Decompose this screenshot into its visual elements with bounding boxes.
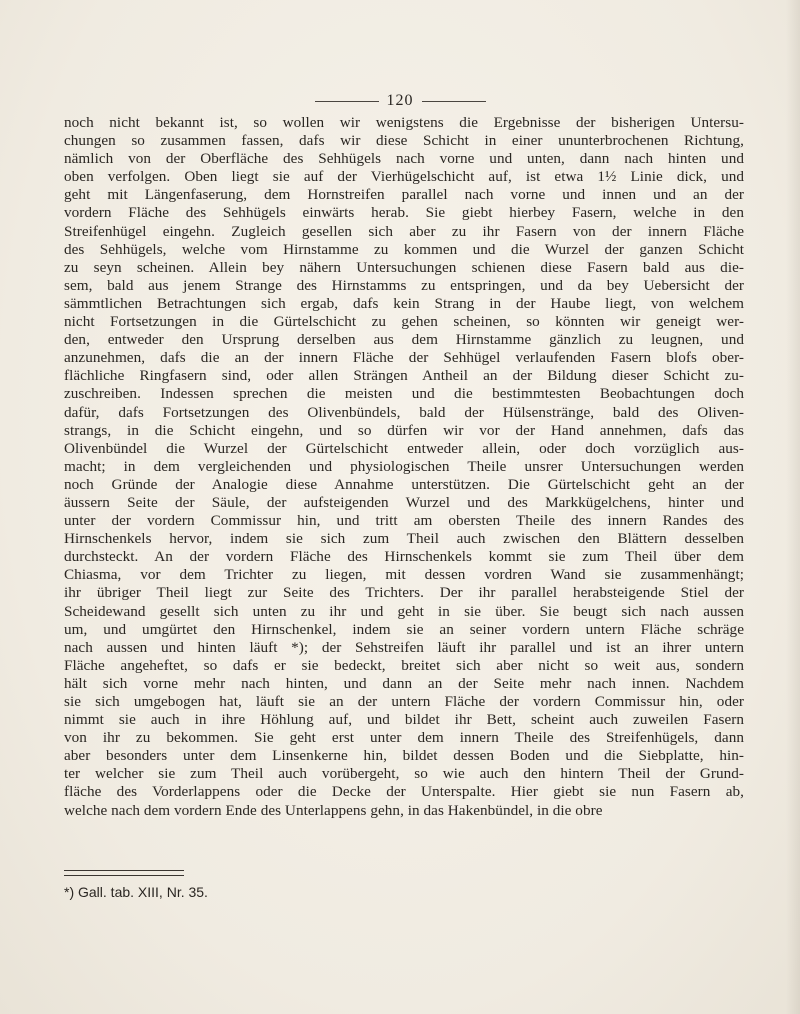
text-line: des Sehhügels, welche vom Hirnstamme zu kommen und die Wurzel der ganzen Schicht	[64, 240, 744, 258]
text-line: flächliche Ringfasern sind, oder allen Strängen Antheil an der Bildung dieser Schicht zu-	[64, 367, 744, 385]
text-line: nicht Fortsetzungen in die Gürtelschicht zu gehen scheinen, so könnten wir geneigt wer-	[64, 313, 744, 331]
page-header	[0, 92, 800, 110]
text-line: oben verfolgen. Oben liegt sie auf der Vierhügelschicht auf, ist etwa 1½ Linie dick, und	[64, 168, 744, 186]
text-line: nach aussen und hinten läuft *); der Sehstreifen läuft ihr parallel und ist an ihrer untern	[64, 638, 744, 656]
text-line: ihr übriger Theil liegt zur Seite des Trichters. Der ihr parallel herabsteigende Stiel der	[64, 584, 744, 602]
text-line: anzunehmen, dafs die an der innern Fläche der Sehhügel verlaufenden Fasern blofs ober-	[64, 349, 744, 367]
text-line: fläche des Vorderlappens oder die Decke der Unterspalte. Hier giebt sie nun Fasern ab,	[64, 783, 744, 801]
text-line: ter welcher sie zum Theil auch vorübergeht, so wie auch den hintern Theil der Grund-	[64, 765, 744, 783]
text-line: zu seyn scheinen. Allein bey nähern Untersuchungen schienen diese Fasern bald aus die-	[64, 258, 744, 276]
text-line: Scheidewand gesellt sich unten zu ihr und geht in sie über. Sie beugt sich nach aussen	[64, 602, 744, 620]
text-line: nämlich von der Oberfläche des Sehhügels nach vorne und unten, dann nach hinten und	[64, 150, 744, 168]
text-line: zuschreiben. Indessen sprechen die meisten und die bestimmtesten Beobachtungen doch	[64, 385, 744, 403]
text-line: durchsteckt. An der vordern Fläche des Hirnschenkels kommt sie zum Theil über dem	[64, 548, 744, 566]
header-rule-left	[315, 101, 379, 102]
text-line: Fläche angeheftet, so dafs er sie bedeckt, breitet sich aber nicht so weit aus, sondern	[64, 656, 744, 674]
text-line: Chiasma, vor dem Trichter zu liegen, mit dessen vordren Wand sie zusammenhängt;	[64, 566, 744, 584]
text-line: strangs, in die Schicht eingehn, und so dürfen wir vor der Hand annehmen, dafs das	[64, 421, 744, 439]
text-line: nimmt sie auch in ihre Höhlung auf, und bildet ihr Bett, scheint auch zuweilen Fasern	[64, 711, 744, 729]
text-line: von ihr zu bekommen. Sie geht erst unter dem innern Theile des Streifenhügels, dann	[64, 729, 744, 747]
text-line: noch Gründe der Analogie diese Annahme unterstützen. Die Gürtelschicht geht an der	[64, 475, 744, 493]
text-line: geht mit Längenfaserung, dem Hornstreifen parallel nach vorne und innen und an der	[64, 186, 744, 204]
text-line: um, und umgürtet den Hirnschenkel, indem sie an seiner vordern untern Fläche schräge	[64, 620, 744, 638]
text-line: hält sich vorne mehr nach hinten, und dann an der Seite mehr nach innen. Nachdem	[64, 674, 744, 692]
page-number: 120	[386, 92, 414, 109]
text-line: sem, bald aus jenem Strange des Hirnstamms zu entspringen, und da bey Uebersicht der	[64, 276, 744, 294]
text-line: Hirnschenkels hervor, indem sie sich zum Theil auch zwischen den Blättern desselben	[64, 530, 744, 548]
header-rule-right	[422, 101, 486, 102]
page-edge-shading	[786, 0, 800, 1014]
text-line: noch nicht bekannt ist, so wollen wir wenigstens die Ergebnisse der bisherigen Untersu-	[64, 114, 744, 131]
body-text	[64, 114, 744, 820]
text-line: macht; in dem vergleichenden und physiologischen Theile unsrer Untersuchungen werden	[64, 457, 744, 475]
text-line: sie sich umgebogen hat, läuft sie an der untern Fläche der vordern Commissur hin, oder	[64, 693, 744, 710]
text-line: den, entweder den Ursprung derselben aus dem Hirnstamme gänzlich zu leugnen, und	[64, 331, 744, 349]
text-line: vordern Fläche des Sehhügels einwärts herab. Sie giebt hierbey Fasern, welche in den	[64, 204, 744, 222]
text-line: sämmtlichen Betrachtungen sich ergab, dafs kein Strang in der Haube liegt, von welchem	[64, 294, 744, 312]
text-line: unter der vordern Commissur hin, und tritt am obersten Theile des innern Randes des	[64, 512, 744, 530]
footnote-rule	[64, 870, 184, 876]
text-line: Olivenbündel die Wurzel der Gürtelschicht entweder allein, oder doch vorzüglich aus-	[64, 439, 744, 457]
footnote: *) Gall. tab. XIII, Nr. 35.	[64, 884, 208, 900]
text-line: Streifenhügel eingehn. Zugleich gesellen sich aber zu ihr Fasern von der innern Fläche	[64, 222, 744, 240]
text-line: welche nach dem vordern Ende des Unterlappens gehn, in das Hakenbündel, in die obre	[64, 801, 603, 819]
text-line: dafür, dafs Fortsetzungen des Olivenbündels, bald der Hülsenstränge, bald des Oliven-	[64, 403, 744, 421]
text-line: chungen so zusammen fassen, dafs wir diese Schicht in einer ununterbrochenen Richtung,	[64, 132, 744, 150]
text-line: äussern Seite der Säule, der aufsteigenden Wurzel und des Markkügelchens, hinter und	[64, 493, 744, 511]
text-line: aber besonders unter dem Linsenkerne hin, bildet dessen Boden und die Siebplatte, hin-	[64, 747, 744, 765]
